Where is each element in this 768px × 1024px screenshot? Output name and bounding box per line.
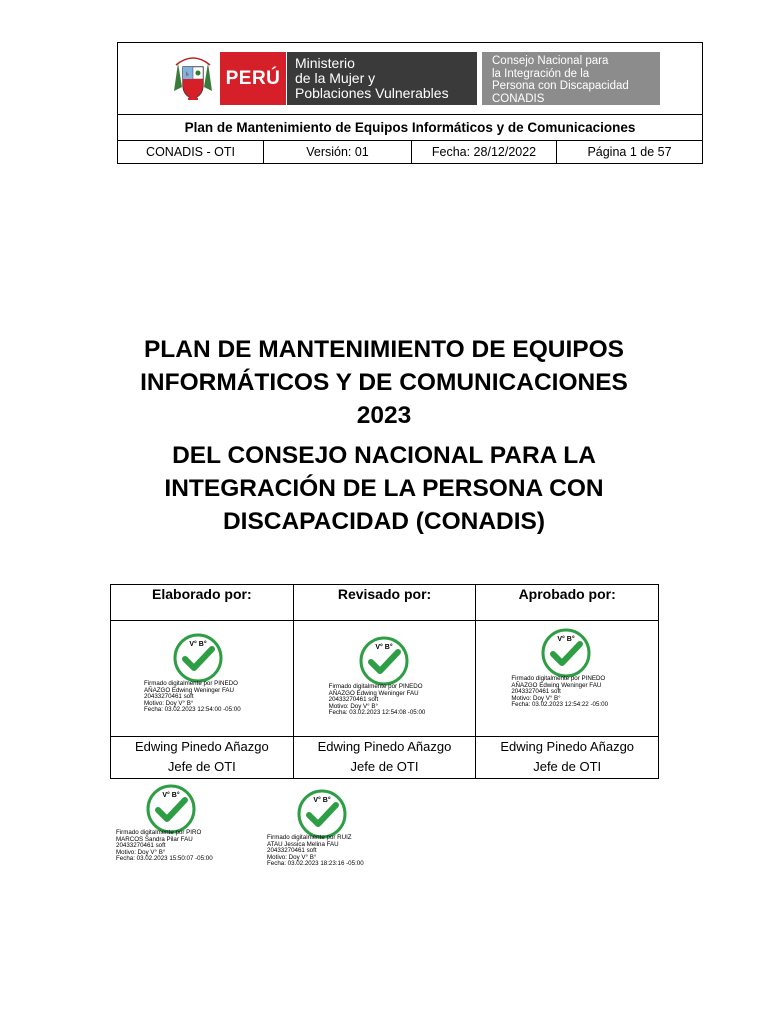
signature-line: AÑAZGO Edwing Weninger FAU: [328, 689, 419, 697]
signature-line: Firmado digitalmente por PINEDO: [328, 683, 423, 690]
stamp-label: V° B°: [375, 644, 393, 651]
approval-check-stamp-icon: [296, 788, 348, 840]
signature-line: Fecha: 03.02.2023 12:54:22 -05:00: [511, 701, 609, 709]
signature-line: ATAU Jessica Melina FAU: [267, 840, 339, 848]
main-title: [84, 333, 684, 432]
approval-heading: Elaborado por:: [111, 585, 293, 621]
ministry-line: Ministerio: [295, 55, 355, 71]
signature-line: 20433270461 soft: [267, 847, 317, 855]
signature-line: Firmado digitalmente por PINEDO: [511, 675, 606, 682]
approval-column-reviewed: [294, 585, 477, 778]
approval-heading: Revisado por:: [294, 585, 476, 621]
signature-line: Fecha: 03.02.2023 12:54:08 -05:00: [328, 709, 426, 717]
approval-check-stamp-icon: [145, 783, 197, 835]
main-title-line: 2023: [356, 402, 412, 429]
signature-line: Fecha: 03.02.2023 18:23:16 -05:00: [267, 860, 364, 868]
ministry-line: de la Mujer y: [295, 70, 376, 86]
signature-line: AÑAZGO Edwing Weninger FAU: [144, 686, 234, 694]
signature-line: Firmado digitalmente por PIRO: [116, 829, 202, 836]
digital-signature-text: [329, 684, 426, 717]
signature-line: Firmado digitalmente por PINEDO: [144, 680, 238, 687]
council-line: Persona con Discapacidad: [492, 80, 629, 92]
digital-signature-text: [116, 830, 213, 863]
approver-role: Jefe de OTI: [167, 759, 236, 774]
signature-line: 20433270461 soft: [511, 688, 561, 696]
council-line: CONADIS: [492, 92, 545, 105]
signature-line: Motivo: Doy V° B°: [328, 702, 378, 710]
digital-signature-text: [511, 676, 608, 709]
meta-page: Página 1 de 57: [587, 145, 672, 159]
signature-cell: [111, 621, 293, 737]
stamp-label: V° B°: [557, 636, 575, 643]
approver-role: Jefe de OTI: [533, 759, 602, 774]
approver-role: Jefe de OTI: [350, 759, 419, 774]
meta-version: Versión: 01: [264, 141, 412, 163]
document-header: [117, 42, 703, 164]
signature-line: Motivo: Doy V° B°: [511, 694, 561, 702]
sub-title-line: DEL CONSEJO NACIONAL PARA LA: [172, 442, 596, 469]
signature-line: 20433270461 soft: [116, 842, 166, 850]
sub-title: [84, 439, 684, 538]
signature-cell: [476, 621, 658, 737]
signature-line: 20433270461 soft: [328, 696, 379, 704]
digital-signature-text: [144, 681, 241, 714]
stamp-label: V° B°: [189, 641, 207, 648]
ministry-line: Poblaciones Vulnerables: [295, 85, 449, 101]
sub-title-line: INTEGRACIÓN DE LA PERSONA CON: [164, 475, 604, 502]
council-line: la Integración de la: [492, 67, 590, 80]
signature-line: 20433270461 soft: [144, 693, 194, 701]
approval-check-stamp-icon: [540, 627, 592, 679]
main-title-line: PLAN DE MANTENIMIENTO DE EQUIPOS: [143, 336, 625, 363]
signature-line: Fecha: 03.02.2023 12:54:00 -05:00: [144, 706, 241, 714]
signature-line: Fecha: 03.02.2023 15:50:07 -05:00: [116, 855, 213, 863]
approval-column-approved: [476, 585, 658, 778]
signature-line: Motivo: Doy V° B°: [116, 848, 166, 856]
approver-name: Edwing Pinedo Añazgo: [500, 739, 635, 754]
approver-name: Edwing Pinedo Añazgo: [317, 739, 452, 754]
council-line: Consejo Nacional para: [492, 55, 609, 67]
approval-heading: Aprobado por:: [476, 585, 658, 621]
approval-check-stamp-icon: [172, 632, 224, 684]
header-meta-row: [118, 141, 702, 163]
approval-column-prepared: [111, 585, 294, 778]
stamp-label: V° B°: [162, 792, 180, 799]
meta-area: CONADIS - OTI: [118, 141, 264, 163]
approval-table: [110, 584, 659, 779]
peru-coat-of-arms-icon: [168, 51, 218, 105]
approval-check-stamp-icon: [358, 635, 410, 687]
signature-cell: [294, 621, 476, 737]
header-logos: [118, 43, 702, 114]
header-document-title: Plan de Mantenimiento de Equipos Informáticos y de Comunicaciones: [118, 114, 702, 141]
approver-name: Edwing Pinedo Añazgo: [134, 739, 269, 754]
stamp-label: V° B°: [313, 797, 331, 804]
ministry-logo: [287, 52, 477, 105]
peru-label: PERÚ: [220, 52, 286, 105]
meta-date: Fecha: 28/12/2022: [412, 141, 557, 163]
signature-line: AÑAZGO Edwing Weninger FAU: [511, 681, 602, 689]
signature-line: Motivo: Doy V° B°: [267, 853, 317, 861]
council-logo: [482, 52, 660, 105]
signature-line: Motivo: Doy V° B°: [144, 699, 194, 707]
main-title-line: INFORMÁTICOS Y DE COMUNICACIONES: [140, 369, 628, 396]
digital-signature-text: [267, 835, 364, 868]
signature-line: MARCOS Sandra Pilar FAU: [116, 835, 193, 843]
sub-title-line: DISCAPACIDAD (CONADIS): [222, 508, 546, 535]
signature-line: Firmado digitalmente por RUIZ: [267, 834, 352, 841]
